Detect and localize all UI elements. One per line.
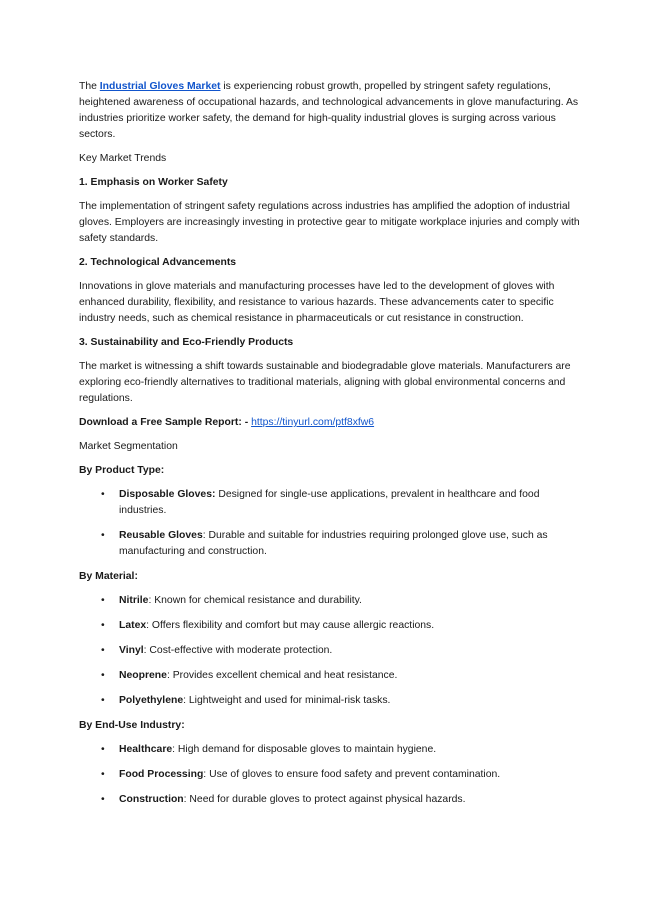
list-item [79,693,580,709]
trend-1-text: The implementation of stringent safety regulations across industries has amplified the adoption of industrial gloves. Employers are increasingly investing in protective gear to mitigate workplace injuries and comply with safety standards. [79,201,580,244]
material-heading: By Material: [79,571,138,582]
list-item [79,528,580,560]
list-item [79,792,580,808]
list-item-desc: : Use of gloves to ensure food safety and prevent contamination. [203,769,501,780]
list-item-desc: : High demand for disposable gloves to maintain hygiene. [172,744,437,755]
industrial-gloves-market-link[interactable]: Industrial Gloves Market [99,81,221,92]
bullet-icon: • [101,595,105,606]
bullet-icon: • [101,769,105,780]
trend-2-text: Innovations in glove materials and manufacturing processes have led to the development of gloves with enhanced durability, flexibility, and resistance to various hazards. These advancements cater to specific industry needs, such as chemical resistance in pharmaceuticals or cut resistance in construction. [79,281,555,324]
list-item-term: Food Processing [119,769,204,780]
list-item-term: Healthcare [119,744,173,755]
list-item [79,593,580,609]
trend-3-heading: 3. Sustainability and Eco-Friendly Products [79,337,294,348]
download-label: Download a Free Sample Report: - [79,417,252,428]
list-item-desc: : Lightweight and used for minimal-risk tasks. [183,695,391,706]
trend-2-heading: 2. Technological Advancements [79,257,237,268]
material-list [79,593,580,709]
bullet-icon: • [101,645,105,656]
key-trends-title: Key Market Trends [79,153,167,164]
bullet-icon: • [101,744,105,755]
product-type-list [79,487,580,560]
bullet-icon: • [101,670,105,681]
download-line [79,415,580,431]
bullet-icon: • [101,620,105,631]
list-item [79,618,580,634]
bullet-icon: • [101,530,105,541]
list-item-term: Construction [119,794,184,805]
sample-report-link[interactable]: https://tinyurl.com/ptf8xfw6 [251,417,375,428]
product-type-heading: By Product Type: [79,465,165,476]
intro-text: is experiencing robust growth, propelled by stringent safety regulations, heightened awareness of occupational hazards, and technological advancements in glove manufacturing. As industries prioritize worker safety, the demand for high-quality industrial gloves is surging across various sectors. [79,81,579,140]
list-item-term: Neoprene [119,670,167,681]
list-item-term: Polyethylene [119,695,184,706]
list-item-desc: Designed for single-use applications, prevalent in healthcare and food industries. [119,489,540,516]
end-use-list [79,742,580,808]
bullet-icon: • [101,794,105,805]
list-item-desc: : Durable and suitable for industries requiring prolonged glove use, such as manufacturing and construction. [119,530,548,557]
list-item [79,742,580,758]
list-item [79,767,580,783]
intro-paragraph [79,79,580,143]
trend-1-heading: 1. Emphasis on Worker Safety [79,177,228,188]
bullet-icon: • [101,695,105,706]
list-item [79,487,580,519]
list-item-desc: : Provides excellent chemical and heat resistance. [166,670,398,681]
list-item-desc: : Offers flexibility and comfort but may cause allergic reactions. [146,620,435,631]
list-item-desc: : Need for durable gloves to protect against physical hazards. [183,794,466,805]
list-item-desc: : Known for chemical resistance and durability. [148,595,362,606]
intro-prefix: The [79,81,100,92]
list-item-term: Reusable Gloves [119,530,203,541]
list-item [79,643,580,659]
trend-3-text: The market is witnessing a shift towards sustainable and biodegradable glove materials. Manufacturers are exploring eco-friendly alternatives to traditional materials, aligning with global environmental concerns and regulations. [79,361,571,404]
list-item-term: Disposable Gloves: [119,489,216,500]
bullet-icon: • [101,489,105,500]
list-item-term: Nitrile [119,595,149,606]
list-item [79,668,580,684]
segmentation-title: Market Segmentation [79,441,178,452]
list-item-term: Vinyl [119,645,144,656]
list-item-term: Latex [119,620,147,631]
list-item-desc: : Cost-effective with moderate protection. [143,645,333,656]
end-use-heading: By End-Use Industry: [79,720,185,731]
